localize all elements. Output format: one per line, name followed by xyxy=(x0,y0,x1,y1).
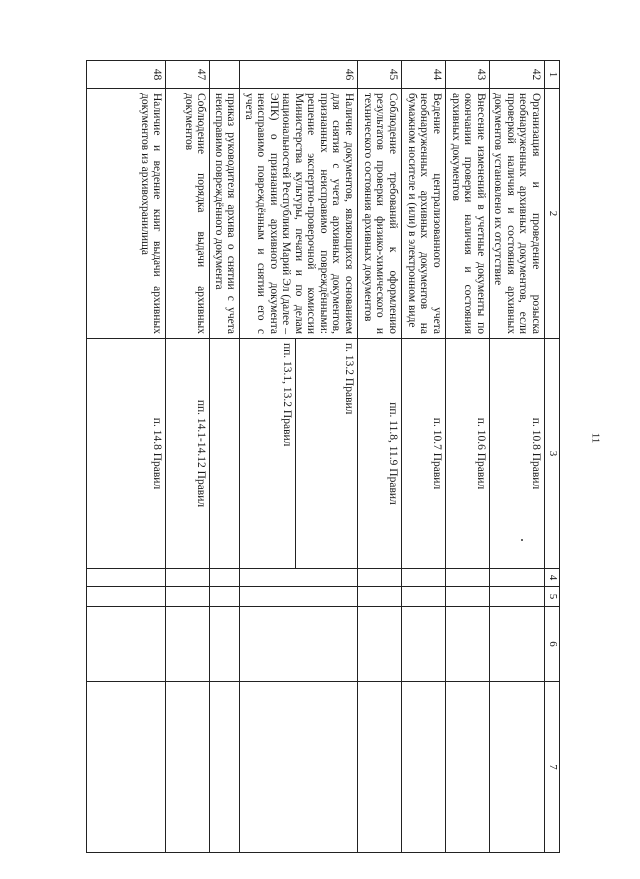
header-cell: 5 xyxy=(545,587,560,607)
empty-cell xyxy=(402,607,446,682)
legal-reference: пп. 14.1-14.12 Правил xyxy=(166,339,210,569)
empty-cell xyxy=(166,569,210,587)
legal-reference: п. 10.7 Правил xyxy=(402,339,446,569)
empty-cell xyxy=(402,569,446,587)
table-row xyxy=(446,61,490,853)
empty-cell xyxy=(402,682,446,853)
empty-cell xyxy=(210,587,240,607)
table-row xyxy=(166,61,210,853)
empty-cell xyxy=(490,607,545,682)
row-number: 46 xyxy=(240,61,358,89)
empty-cell xyxy=(490,569,545,587)
empty-cell xyxy=(87,682,167,853)
empty-cell xyxy=(87,587,167,607)
rotated-page-content xyxy=(86,60,560,852)
row-number: 48 xyxy=(87,61,167,89)
header-cell: 3 xyxy=(545,339,560,569)
header-cell: 6 xyxy=(545,607,560,682)
empty-cell xyxy=(166,587,210,607)
empty-cell xyxy=(358,569,402,587)
legal-reference-split xyxy=(240,339,358,569)
row-number: 47 xyxy=(166,61,210,89)
requirement-text: Организация и проведение розыска необнаруженных архивных документов, если проверкой наличия и состояния архивных документов установлено их отсутствие xyxy=(490,89,545,339)
empty-cell xyxy=(87,569,167,587)
empty-cell xyxy=(446,587,490,607)
table-header-row xyxy=(545,61,560,853)
empty-cell xyxy=(240,607,358,682)
legal-reference: пп. 13.1, 13.2 Правил xyxy=(281,343,293,447)
empty-cell xyxy=(210,569,240,587)
row-number: 44 xyxy=(402,61,446,89)
table-row xyxy=(87,61,167,853)
requirement-text: Внесение изменений в учетные документы по окончании проверки наличия и состояния архивных документов xyxy=(446,89,490,339)
empty-cell xyxy=(210,607,240,682)
header-cell: 7 xyxy=(545,682,560,853)
checklist-table xyxy=(86,60,560,853)
legal-reference: п. 13.2 Правил xyxy=(295,339,357,568)
empty-cell xyxy=(358,587,402,607)
empty-cell xyxy=(240,569,358,587)
empty-cell xyxy=(240,587,358,607)
legal-reference: п. 10.6 Правил xyxy=(446,339,490,569)
legal-reference: п. 10.8 Правил xyxy=(490,339,545,569)
empty-cell xyxy=(446,607,490,682)
empty-cell xyxy=(446,569,490,587)
empty-cell xyxy=(402,587,446,607)
requirement-text: Наличие и ведение книг выдачи архивных документов из архивохранилища xyxy=(87,89,167,339)
empty-cell xyxy=(210,682,240,853)
table-row xyxy=(358,61,402,853)
empty-cell xyxy=(240,682,358,853)
requirement-text: Ведение централизованного учета необнаруженных архивных документов на бумажном носителе и (или) в электронном виде xyxy=(402,89,446,339)
legal-reference: пп. 11.8, 11.9 Правил xyxy=(358,339,402,569)
requirement-text: Наличие документов, являющихся основанием для снятия с учета архивных документов, признанных неисправимо повреждёнными: решение экспертно-проверочной комиссии Министерства культуры, печати и по делам национальностей Республики Марий Эл (далее – ЭПК) о признании архивного документа неисправимо повреждённым и снятии его с учета xyxy=(240,89,358,339)
empty-cell xyxy=(210,339,240,569)
legal-reference: п. 14.8 Правил xyxy=(87,339,167,569)
empty-cell xyxy=(210,61,240,89)
row-number: 42 xyxy=(490,61,545,89)
empty-cell xyxy=(358,607,402,682)
requirement-text: Соблюдение порядка выдачи архивных документов xyxy=(166,89,210,339)
table-row xyxy=(402,61,446,853)
empty-cell xyxy=(87,607,167,682)
header-cell: 1 xyxy=(545,61,560,89)
empty-cell xyxy=(166,682,210,853)
empty-cell xyxy=(166,607,210,682)
empty-cell xyxy=(446,682,490,853)
header-cell: 2 xyxy=(545,89,560,339)
table-row-continuation xyxy=(210,61,240,853)
table-row xyxy=(490,61,545,853)
requirement-text: Соблюдение требований к оформлению результатов проверки физико-химического и технического состояния архивных документов xyxy=(358,89,402,339)
row-number: 45 xyxy=(358,61,402,89)
empty-cell xyxy=(490,682,545,853)
row-number: 43 xyxy=(446,61,490,89)
page-number: 11 xyxy=(589,432,602,444)
header-cell: 4 xyxy=(545,569,560,587)
empty-cell xyxy=(358,682,402,853)
empty-cell xyxy=(490,587,545,607)
table-row xyxy=(240,61,358,853)
requirement-text-continued: приказ руководителя архива о снятии с учета неисправимо повреждённого документа xyxy=(210,89,240,339)
